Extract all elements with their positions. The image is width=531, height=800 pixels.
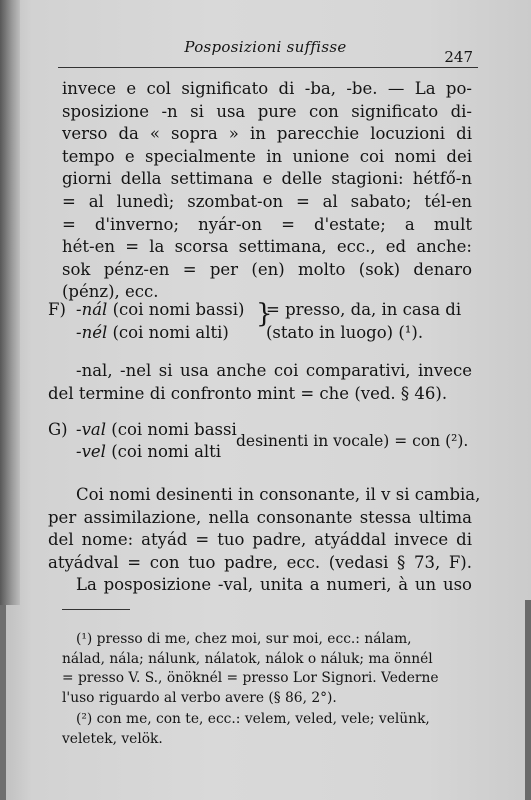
suffix-nel [76, 323, 229, 342]
text-line: del termine di confronto mint = che (ved. § 46). [48, 383, 448, 403]
text-line: verso da « sopra » in parecchie locuzioni di [62, 124, 472, 144]
section-f-meaning-2: (stato in luogo) (¹). [266, 323, 424, 342]
suffix-note: (coi nomi bassi) [112, 300, 245, 319]
suffix-nal [76, 300, 245, 319]
text-line: giorni della settimana e delle stagioni: hétfő-n [62, 169, 472, 189]
page-number: 247 [444, 48, 473, 66]
text-line: = d'inverno; nyár-on = d'estate; a mult [62, 214, 472, 234]
text-line: Coi nomi desinenti in consonante, il v si cambia, [76, 485, 481, 504]
footnote-line: l'uso riguardo al verbo avere (§ 86, 2°). [62, 689, 337, 706]
page-edge-shadow [525, 600, 531, 800]
text-line: atyádval = con tuo padre, ecc. (vedasi § 73, F). [48, 552, 472, 572]
suffix-form: -nál [76, 300, 108, 319]
section-g-label: G) [48, 420, 68, 439]
text-line: sok pénz-en = per (en) molto (sok) denaro [62, 259, 472, 279]
brace-icon: } [256, 299, 273, 329]
footnote-line: veletek, velök. [62, 730, 163, 747]
text-line: invece e col significato di -ba, -be. — La po- [62, 79, 472, 98]
suffix-form: -nél [76, 323, 108, 342]
suffix-note: (coi nomi alti) [112, 323, 229, 342]
text-line: tempo e specialmente in unione coi nomi dei [62, 146, 472, 166]
footnote-line: nálad, nála; nálunk, nálatok, nálok o náluk; ma önnél [62, 650, 433, 667]
book-spine-shadow [0, 0, 20, 605]
suffix-form: -vel [76, 442, 106, 461]
text-line: hét-en = la scorsa settimana, ecc., ed anche: [62, 237, 472, 257]
footnote-line: (¹) presso di me, chez moi, sur moi, ecc.: nálam, [76, 631, 412, 647]
paragraph-assimilazione [48, 484, 481, 597]
text-line: sposizione -n si usa pure con significato di- [62, 101, 472, 121]
section-g-meaning: desinenti in vocale) = con (²). [236, 432, 469, 450]
footnote-rule [62, 609, 130, 610]
header-rule [58, 67, 478, 68]
suffix-note: (coi nomi bassi [111, 420, 237, 439]
book-spine-shadow-lower [0, 605, 6, 800]
text-line: (pénz), ecc. [62, 282, 159, 302]
text-line: del nome: atyád = tuo padre, atyáddal invece di [48, 530, 472, 550]
footnote-2 [62, 710, 472, 749]
suffix-val [76, 420, 237, 439]
running-title: Posposizioni suffisse [184, 38, 347, 56]
text-line: La posposizione -val, unita a numeri, à un uso [76, 575, 472, 595]
text-line: per assimilazione, nella consonante stessa ultima [48, 507, 472, 527]
paragraph-posposizione-n [62, 78, 472, 304]
suffix-note: (coi nomi alti [111, 442, 222, 461]
text-line: = al lunedì; szombat-on = al sabato; tél-en [62, 191, 472, 211]
section-f-meaning: = presso, da, in casa di [266, 300, 462, 319]
footnote-line: (²) con me, con te, ecc.: velem, veled, vele; velünk, [76, 711, 430, 727]
text-line: -nal, -nel si usa anche coi comparativi, invece [76, 361, 472, 380]
footnote-1 [62, 630, 472, 708]
footnote-line: = presso V. S., önöknél = presso Lor Signori. Vederne [62, 670, 439, 686]
suffix-form: -val [76, 420, 107, 439]
suffix-vel [76, 442, 221, 461]
section-f-label: F) [48, 300, 66, 319]
section-f-note [48, 360, 472, 405]
